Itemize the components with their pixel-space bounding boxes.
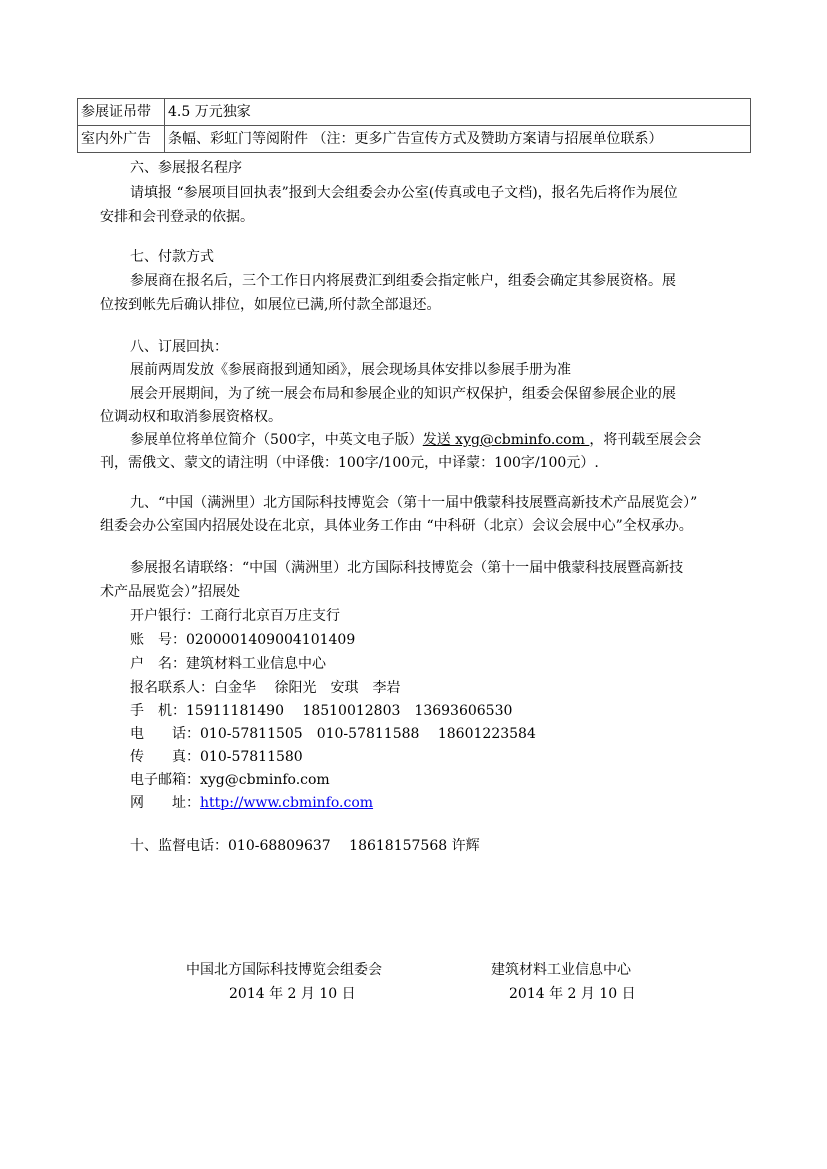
paragraph-line: 参展商在报名后，三个工作日内将展费汇到组委会指定帐户，组委会确定其参展资格。展 — [130, 273, 676, 289]
section-9-line: 组委会办公室国内招展处设在北京，具体业务工作由 “中科研（北京）会议会展中心”全权承办。 — [100, 518, 693, 534]
section-7-title: 七、付款方式 — [130, 249, 214, 265]
footer-right-org: 建筑材料工业信息中心 — [491, 962, 631, 978]
contact-intro: 参展报名请联络：“中国（满洲里）北方国际科技博览会（第十一届中俄蒙科技展暨高新技 — [130, 560, 684, 576]
contact-holder: 户 名：建筑材料工业信息中心 — [130, 656, 326, 672]
section-6-title: 六、参展报名程序 — [130, 160, 242, 176]
website-label: 网 址： — [130, 795, 200, 811]
paragraph-line: 展前两周发放《参展商报到通知函》，展会现场具体安排以参展手册为准 — [130, 362, 571, 378]
table-cell-value: 条幅、彩虹门等阅附件 （注：更多广告宣传方式及赞助方案请与招展单位联系） — [165, 126, 751, 153]
text-span: ，将刊载至展会会 — [589, 432, 702, 448]
paragraph-line — [130, 430, 701, 450]
contact-fax: 传 真：010-57811580 — [130, 749, 303, 765]
contact-email: 电子邮箱：xyg@cbminfo.com — [130, 772, 330, 788]
contact-phone: 电 话：010-57811505 010-57811588 18601223584 — [130, 726, 536, 742]
contact-people: 报名联系人：白金华 徐阳光 安琪 李岩 — [130, 680, 401, 696]
section-8-title: 八、订展回执： — [130, 339, 228, 355]
table-row — [78, 126, 751, 153]
contact-bank: 开户银行：工商行北京百万庄支行 — [130, 608, 340, 624]
contact-mobile: 手 机：15911181490 18510012803 13693606530 — [130, 703, 513, 719]
contact-intro: 术产品展览会）”招展处 — [100, 584, 241, 600]
section-10-line: 十、监督电话：010-68809637 18618157568 许辉 — [130, 838, 480, 854]
section-9-line: 九、“中国（满洲里）北方国际科技博览会（第十一届中俄蒙科技展暨高新技术产品展览会）” — [130, 495, 698, 511]
email-link[interactable]: 发送 xyg@cbminfo.com — [422, 432, 590, 448]
ad-table — [77, 98, 751, 153]
table-cell-key: 室内外广告 — [78, 126, 165, 153]
paragraph-line: 位按到帐先后确认排位，如展位已满,所付款全部退还。 — [100, 297, 441, 313]
paragraph-line: 刊，需俄文、蒙文的请注明（中译俄：100字/100元，中译蒙：100字/100元）. — [100, 455, 599, 471]
paragraph-line: 位调动权和取消参展资格权。 — [100, 409, 282, 425]
website-link[interactable]: http://www.cbminfo.com — [200, 795, 374, 811]
paragraph-line: 安排和会刊登录的依据。 — [100, 209, 254, 225]
contact-website — [130, 793, 373, 813]
paragraph-line: 展会开展期间，为了统一展会布局和参展企业的知识产权保护，组委会保留参展企业的展 — [130, 386, 676, 402]
table-cell-key: 参展证吊带 — [78, 99, 165, 126]
table-row — [78, 99, 751, 126]
text-span: 参展单位将单位简介（500字，中英文电子版） — [130, 432, 423, 448]
footer-left-org: 中国北方国际科技博览会组委会 — [186, 962, 382, 978]
footer-left-date: 2014 年 2 月 10 日 — [229, 986, 356, 1002]
table-cell-value: 4.5 万元独家 — [165, 99, 751, 126]
paragraph-line: 请填报 “参展项目回执表”报到大会组委会办公室(传真或电子文档)，报名先后将作为展位 — [130, 185, 678, 201]
contact-account: 账 号：0200001409004101409 — [130, 632, 356, 648]
footer-right-date: 2014 年 2 月 10 日 — [509, 986, 636, 1002]
